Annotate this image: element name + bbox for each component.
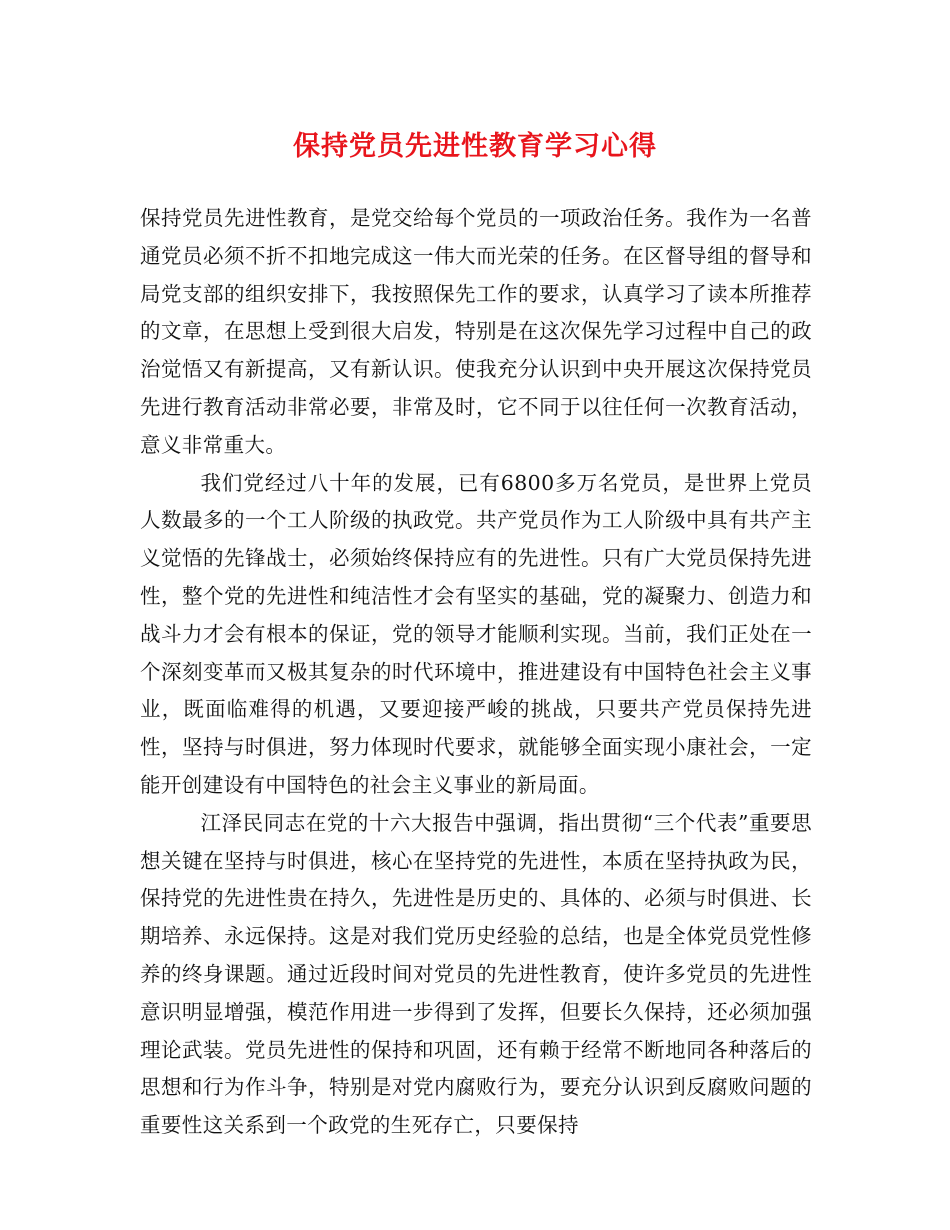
paragraph-3: 江泽民同志在党的十六大报告中强调，指出贯彻“三个代表”重要思想关键在坚持与时俱进，核心在坚持党的先进性，本质在坚持执政为民，保持党的先进性贵在持久，先进性是历史的、具体的、必须与时俱进、长期培养、永远保持。这是对我们党历史经验的总结，也是全体党员党性修养的终身课题。通过近段时间对党员的先进性教育，使许多党员的先进性意识明显增强，模范作用进一步得到了发挥，但要长久保持，还必须加强理论武装。党员先进性的保持和巩固，还有赖于经常不断地同各种落后的思想和行为作斗争，特别是对党内腐败行为，要充分认识到反腐败问题的重要性这关系到一个政党的生死存亡，只要保持 <box>140 810 812 1138</box>
paragraph-2: 我们党经过八十年的发展，已有6800多万名党员，是世界上党员人数最多的一个工人阶级的执政党。共产党员作为工人阶级中具有共产主义觉悟的先锋战士，必须始终保持应有的先进性。只有广大党员保持先进性，整个党的先进性和纯洁性才会有坚实的基础，党的凝聚力、创造力和战斗力才会有根本的保证，党的领导才能顺利实现。当前，我们正处在一个深刻变革而又极其复杂的时代环境中，推进建设有中国特色社会主义事业，既面临难得的机遇，又要迎接严峻的挑战，只要共产党员保持先进性，坚持与时俱进，努力体现时代要求，就能够全面实现小康社会，一定能开创建设有中国特色的社会主义事业的新局面。 <box>140 470 812 797</box>
paragraph-1: 保持党员先进性教育，是党交给每个党员的一项政治任务。我作为一名普通党员必须不折不扣地完成这一伟大而光荣的任务。在区督导组的督导和局党支部的组织安排下，我按照保先工作的要求，认真学习了读本所推荐的文章，在思想上受到很大启发，特别是在这次保先学习过程中自己的政治觉悟又有新提高，又有新认识。使我充分认识到中央开展这次保持党员先进行教育活动非常必要，非常及时，它不同于以往任何一次教育活动，意义非常重大。 <box>140 206 812 457</box>
document-body <box>140 200 812 1145</box>
document-title: 保持党员先进性教育学习心得 <box>293 131 657 162</box>
